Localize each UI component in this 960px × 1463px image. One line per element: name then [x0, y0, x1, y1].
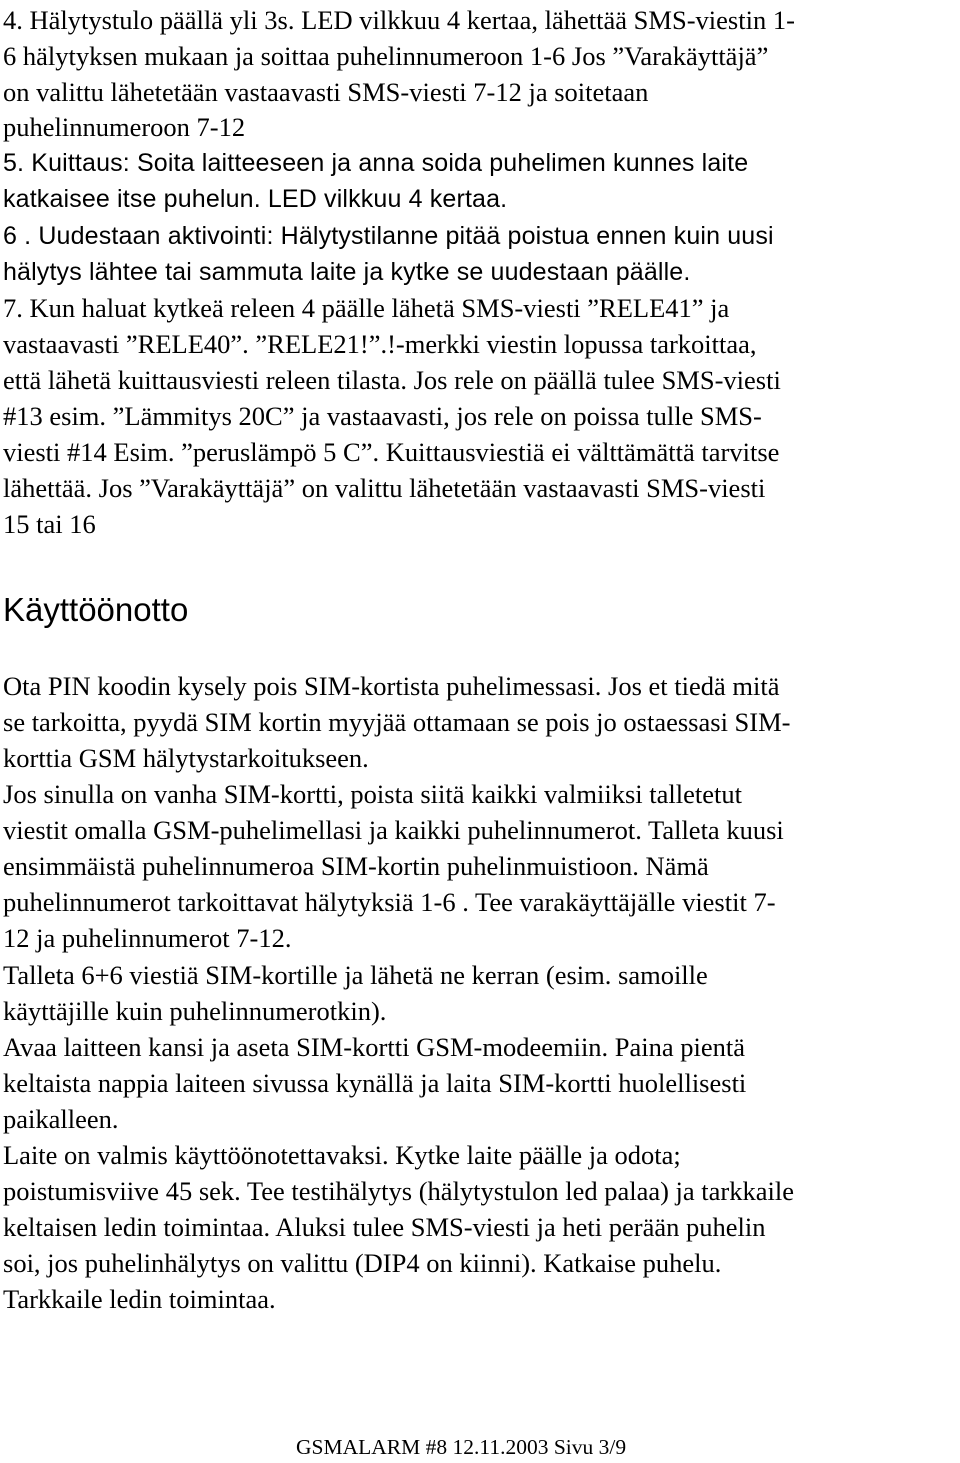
item7-line-2: vastaavasti ”RELE40”. ”RELE21!”.!-merkki viestin lopussa tarkoittaa, — [3, 329, 757, 359]
p1-line-1: Ota PIN koodin kysely pois SIM-kortista puhelimessasi. Jos et tiedä mitä — [3, 671, 780, 701]
item4-line-3: on valittu lähetetään vastaavasti SMS-viesti 7-12 ja soitetaan — [3, 77, 649, 107]
item7-line-5: viesti #14 Esim. ”peruslämpö 5 C”. Kuittausviestiä ei välttämättä tarvitse — [3, 437, 780, 467]
p4-line-1: Avaa laitteen kansi ja aseta SIM-kortti GSM-modeemiin. Paina pientä — [3, 1032, 746, 1062]
p5-line-3: keltaisen ledin toimintaa. Aluksi tulee SMS-viesti ja heti perään puhelin — [3, 1212, 766, 1242]
p1-line-2: se tarkoitta, pyydä SIM kortin myyjää ottamaan se pois jo ostaessasi SIM- — [3, 707, 791, 737]
p3-line-1: Talleta 6+6 viestiä SIM-kortille ja lähetä ne kerran (esim. samoille — [3, 960, 708, 990]
item7-line-1: 7. Kun haluat kytkeä releen 4 päälle lähetä SMS-viesti ”RELE41” ja — [3, 293, 730, 323]
item4-line-4: puhelinnumeroon 7-12 — [3, 112, 246, 142]
p4-line-3: paikalleen. — [3, 1104, 119, 1134]
item7-line-6: lähettää. Jos ”Varakäyttäjä” on valittu lähetetään vastaavasti SMS-viesti — [3, 473, 766, 503]
p2-line-1: Jos sinulla on vanha SIM-kortti, poista siitä kaikki valmiiksi talletetut — [3, 779, 742, 809]
item6-line-2: hälytys lähtee tai sammuta laite ja kytke se uudestaan päälle. — [3, 258, 691, 286]
item7-line-7: 15 tai 16 — [3, 509, 96, 539]
p1-line-3: korttia GSM hälytystarkoitukseen. — [3, 743, 369, 773]
item5-line-1: 5. Kuittaus: Soita laitteeseen ja anna soida puhelimen kunnes laite — [3, 149, 749, 177]
p5-line-2: poistumisviive 45 sek. Tee testihälytys (hälytystulon led palaa) ja tarkkaile — [3, 1176, 795, 1206]
p5-line-1: Laite on valmis käyttöönotettavaksi. Kytke laite päälle ja odota; — [3, 1140, 681, 1170]
item7-line-3: että lähetä kuittausviesti releen tilasta. Jos rele on päällä tulee SMS-viesti — [3, 365, 781, 395]
p5-line-4: soi, jos puhelinhälytys on valittu (DIP4 on kiinni). Katkaise puhelu. — [3, 1248, 722, 1278]
p4-line-2: keltaista nappia laiteen sivussa kynällä ja laita SIM-kortti huolellisesti — [3, 1068, 747, 1098]
item7-line-4: #13 esim. ”Lämmitys 20C” ja vastaavasti, jos rele on poissa tulle SMS- — [3, 401, 762, 431]
section-heading: Käyttöönotto — [3, 591, 189, 628]
item4-line-2: 6 hälytyksen mukaan ja soittaa puhelinnumeroon 1-6 Jos ”Varakäyttäjä” — [3, 41, 769, 71]
p2-line-5: 12 ja puhelinnumerot 7-12. — [3, 923, 292, 953]
page-footer: GSMALARM #8 12.11.2003 Sivu 3/9 — [296, 1435, 627, 1459]
item4-line-1: 4. Hälytystulo päällä yli 3s. LED vilkkuu 4 kertaa, lähettää SMS-viestin 1- — [3, 5, 795, 35]
p2-line-3: ensimmäistä puhelinnumeroa SIM-kortin puhelinmuistioon. Nämä — [3, 851, 709, 881]
item6-line-1: 6 . Uudestaan aktivointi: Hälytystilanne pitää poistua ennen kuin uusi — [3, 222, 774, 250]
p5-line-5: Tarkkaile ledin toimintaa. — [3, 1284, 276, 1314]
p2-line-4: puhelinnumerot tarkoittavat hälytyksiä 1-6 . Tee varakäyttäjälle viestit 7- — [3, 887, 776, 917]
p2-line-2: viestit omalla GSM-puhelimellasi ja kaikki puhelinnumerot. Talleta kuusi — [3, 815, 784, 845]
item5-line-2: katkaisee itse puhelun. LED vilkkuu 4 kertaa. — [3, 185, 508, 213]
p3-line-2: käyttäjille kuin puhelinnumerotkin). — [3, 996, 387, 1026]
